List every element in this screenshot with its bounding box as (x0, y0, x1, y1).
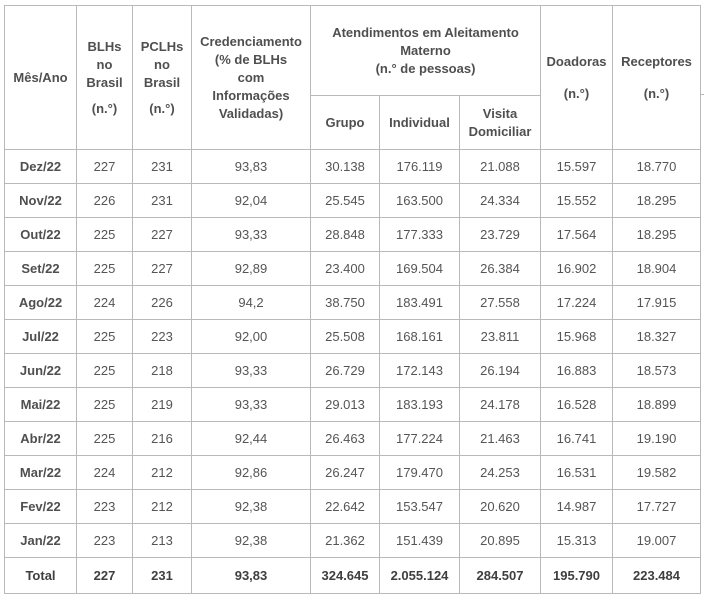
cell-visita: 21.463 (460, 422, 541, 456)
cell-visita: 27.558 (460, 286, 541, 320)
cell-blhs: 224 (77, 456, 133, 490)
cell-individual: 151.439 (380, 524, 460, 558)
cell-visita: 24.334 (460, 184, 541, 218)
cell-pclhs: 227 (133, 218, 192, 252)
cell-month: Set/22 (5, 252, 77, 286)
header-atend-line3: (n.° de pessoas) (375, 60, 476, 76)
cell-pclhs: 231 (133, 150, 192, 184)
cell-visita: 21.088 (460, 150, 541, 184)
header-atendimentos (311, 6, 541, 96)
cell-doadoras: 16.883 (541, 354, 613, 388)
cell-individual: 168.161 (380, 320, 460, 354)
cell-visita: 20.895 (460, 524, 541, 558)
cell-receptores: 17.727 (613, 490, 701, 524)
cell-month: Mar/22 (5, 456, 77, 490)
cell-doadoras: 15.313 (541, 524, 613, 558)
cell-blhs: 226 (77, 184, 133, 218)
cell-cred: 92,38 (192, 490, 311, 524)
table-row (5, 490, 701, 524)
cell-grupo: 25.508 (311, 320, 380, 354)
cell-pclhs: 223 (133, 320, 192, 354)
cell-month: Jul/22 (5, 320, 77, 354)
cell-individual: 163.500 (380, 184, 460, 218)
cell-pclhs: 226 (133, 286, 192, 320)
cell-grupo: 22.642 (311, 490, 380, 524)
header-blhs-line3: Brasil (86, 74, 123, 90)
cell-blhs: 223 (77, 524, 133, 558)
table-row (5, 218, 701, 252)
cell-month: Mai/22 (5, 388, 77, 422)
header-blhs-line1: BLHs (87, 38, 122, 54)
cell-doadoras: 15.968 (541, 320, 613, 354)
table-row (5, 320, 701, 354)
cell-receptores: 18.899 (613, 388, 701, 422)
cell-blhs: 225 (77, 252, 133, 286)
cell-doadoras: 17.224 (541, 286, 613, 320)
cell-cred: 92,44 (192, 422, 311, 456)
cell-doadoras: 14.987 (541, 490, 613, 524)
cell-visita: 20.620 (460, 490, 541, 524)
table-row (5, 524, 701, 558)
table-row (5, 184, 701, 218)
header-blhs-line2: no (96, 56, 113, 72)
cell-month: Jan/22 (5, 524, 77, 558)
cell-blhs: 227 (77, 150, 133, 184)
cell-individual: 177.224 (380, 422, 460, 456)
cell-individual: 172.143 (380, 354, 460, 388)
cell-grupo: 30.138 (311, 150, 380, 184)
header-blhs (77, 6, 133, 150)
cell-pclhs: 212 (133, 456, 192, 490)
cell-month: Ago/22 (5, 286, 77, 320)
cell-grupo: 26.729 (311, 354, 380, 388)
cell-receptores: 17.915 (613, 286, 701, 320)
cell-cred: 94,2 (192, 286, 311, 320)
cell-pclhs: 213 (133, 524, 192, 558)
total-cell-grupo: 324.645 (311, 558, 380, 594)
cell-cred: 92,00 (192, 320, 311, 354)
header-blhs-unit: (n.°) (91, 100, 118, 116)
cell-grupo: 26.247 (311, 456, 380, 490)
cell-receptores: 18.573 (613, 354, 701, 388)
header-pclhs-line3: Brasil (143, 74, 181, 90)
cell-individual: 183.491 (380, 286, 460, 320)
total-cell-individual: 2.055.124 (380, 558, 460, 594)
cell-individual: 176.119 (380, 150, 460, 184)
cell-blhs: 225 (77, 218, 133, 252)
cell-pclhs: 227 (133, 252, 192, 286)
cell-blhs: 225 (77, 354, 133, 388)
cell-receptores: 18.295 (613, 184, 701, 218)
total-row (5, 558, 701, 594)
cell-month: Out/22 (5, 218, 77, 252)
cell-doadoras: 16.531 (541, 456, 613, 490)
cell-cred: 93,33 (192, 354, 311, 388)
cell-cred: 92,38 (192, 524, 311, 558)
cell-receptores: 18.770 (613, 150, 701, 184)
cell-pclhs: 216 (133, 422, 192, 456)
header-doadoras-label: Doadoras (546, 53, 607, 69)
cell-pclhs: 231 (133, 184, 192, 218)
cell-pclhs: 219 (133, 388, 192, 422)
cell-grupo: 23.400 (311, 252, 380, 286)
header-credenciamento (192, 6, 311, 150)
cell-grupo: 21.362 (311, 524, 380, 558)
cell-visita: 23.729 (460, 218, 541, 252)
cell-doadoras: 15.597 (541, 150, 613, 184)
header-month: Mês/Ano (5, 6, 77, 150)
total-cell-doadoras: 195.790 (541, 558, 613, 594)
total-cell-receptores: 223.484 (613, 558, 701, 594)
cell-grupo: 28.848 (311, 218, 380, 252)
cell-cred: 93,83 (192, 150, 311, 184)
cell-month: Nov/22 (5, 184, 77, 218)
header-grupo: Grupo (311, 96, 380, 150)
cell-receptores: 18.295 (613, 218, 701, 252)
cell-blhs: 223 (77, 490, 133, 524)
header-cred-line3: com (237, 69, 265, 85)
header-pclhs (133, 6, 192, 150)
total-cell-visita: 284.507 (460, 558, 541, 594)
cell-receptores: 18.327 (613, 320, 701, 354)
cell-visita: 24.253 (460, 456, 541, 490)
cell-visita: 23.811 (460, 320, 541, 354)
cell-month: Abr/22 (5, 422, 77, 456)
header-pclhs-unit: (n.°) (149, 100, 175, 116)
table-row (5, 252, 701, 286)
cell-grupo: 26.463 (311, 422, 380, 456)
table-row (5, 388, 701, 422)
table-row (5, 286, 701, 320)
cell-pclhs: 212 (133, 490, 192, 524)
cell-receptores: 19.582 (613, 456, 701, 490)
header-doadoras-unit: (n.°) (563, 85, 590, 101)
header-receptores-unit: (n.°) (643, 85, 670, 101)
cell-grupo: 38.750 (311, 286, 380, 320)
table-row (5, 354, 701, 388)
cell-month: Fev/22 (5, 490, 77, 524)
header-pclhs-line2: no (154, 56, 170, 72)
header-cred-line2: (% de BLHs (214, 51, 288, 67)
total-cell-month: Total (5, 558, 77, 594)
header-cred-line4: Informações (212, 87, 290, 103)
cell-grupo: 25.545 (311, 184, 380, 218)
header-doadoras (541, 6, 613, 150)
table-row (5, 422, 701, 456)
cell-doadoras: 16.902 (541, 252, 613, 286)
cell-individual: 153.547 (380, 490, 460, 524)
cell-blhs: 225 (77, 388, 133, 422)
cell-blhs: 225 (77, 422, 133, 456)
cell-pclhs: 218 (133, 354, 192, 388)
table-body (5, 150, 701, 594)
header-pclhs-line1: PCLHs (140, 38, 184, 54)
table-row (5, 456, 701, 490)
cell-grupo: 29.013 (311, 388, 380, 422)
header-atend-line1: Atendimentos em Aleitamento (332, 24, 519, 40)
cell-cred: 93,33 (192, 388, 311, 422)
header-individual: Individual (380, 96, 460, 150)
header-receptores (613, 6, 701, 150)
breastfeeding-stats-table (4, 5, 701, 594)
table-row (5, 150, 701, 184)
cell-blhs: 224 (77, 286, 133, 320)
cell-individual: 183.193 (380, 388, 460, 422)
cell-blhs: 225 (77, 320, 133, 354)
cell-cred: 92,04 (192, 184, 311, 218)
cell-month: Jun/22 (5, 354, 77, 388)
cell-cred: 93,33 (192, 218, 311, 252)
header-atend-line2: Materno (400, 42, 451, 58)
cell-doadoras: 15.552 (541, 184, 613, 218)
cell-visita: 26.384 (460, 252, 541, 286)
header-receptores-label: Receptores (621, 53, 692, 69)
header-visita (460, 96, 541, 150)
cell-receptores: 19.007 (613, 524, 701, 558)
table-header (5, 6, 701, 150)
cell-individual: 177.333 (380, 218, 460, 252)
header-cred-line5: Validadas) (218, 105, 284, 121)
cell-doadoras: 17.564 (541, 218, 613, 252)
cell-receptores: 19.190 (613, 422, 701, 456)
total-cell-cred: 93,83 (192, 558, 311, 594)
cell-month: Dez/22 (5, 150, 77, 184)
header-visita-line2: Domiciliar (468, 123, 532, 139)
cell-cred: 92,86 (192, 456, 311, 490)
cell-receptores: 18.904 (613, 252, 701, 286)
header-cred-line1: Credenciamento (200, 33, 302, 49)
cell-cred: 92,89 (192, 252, 311, 286)
cell-visita: 26.194 (460, 354, 541, 388)
header-visita-line1: Visita (482, 105, 518, 121)
cell-doadoras: 16.741 (541, 422, 613, 456)
cell-visita: 24.178 (460, 388, 541, 422)
cell-individual: 169.504 (380, 252, 460, 286)
cell-individual: 179.470 (380, 456, 460, 490)
cell-doadoras: 16.528 (541, 388, 613, 422)
total-cell-blhs: 227 (77, 558, 133, 594)
total-cell-pclhs: 231 (133, 558, 192, 594)
